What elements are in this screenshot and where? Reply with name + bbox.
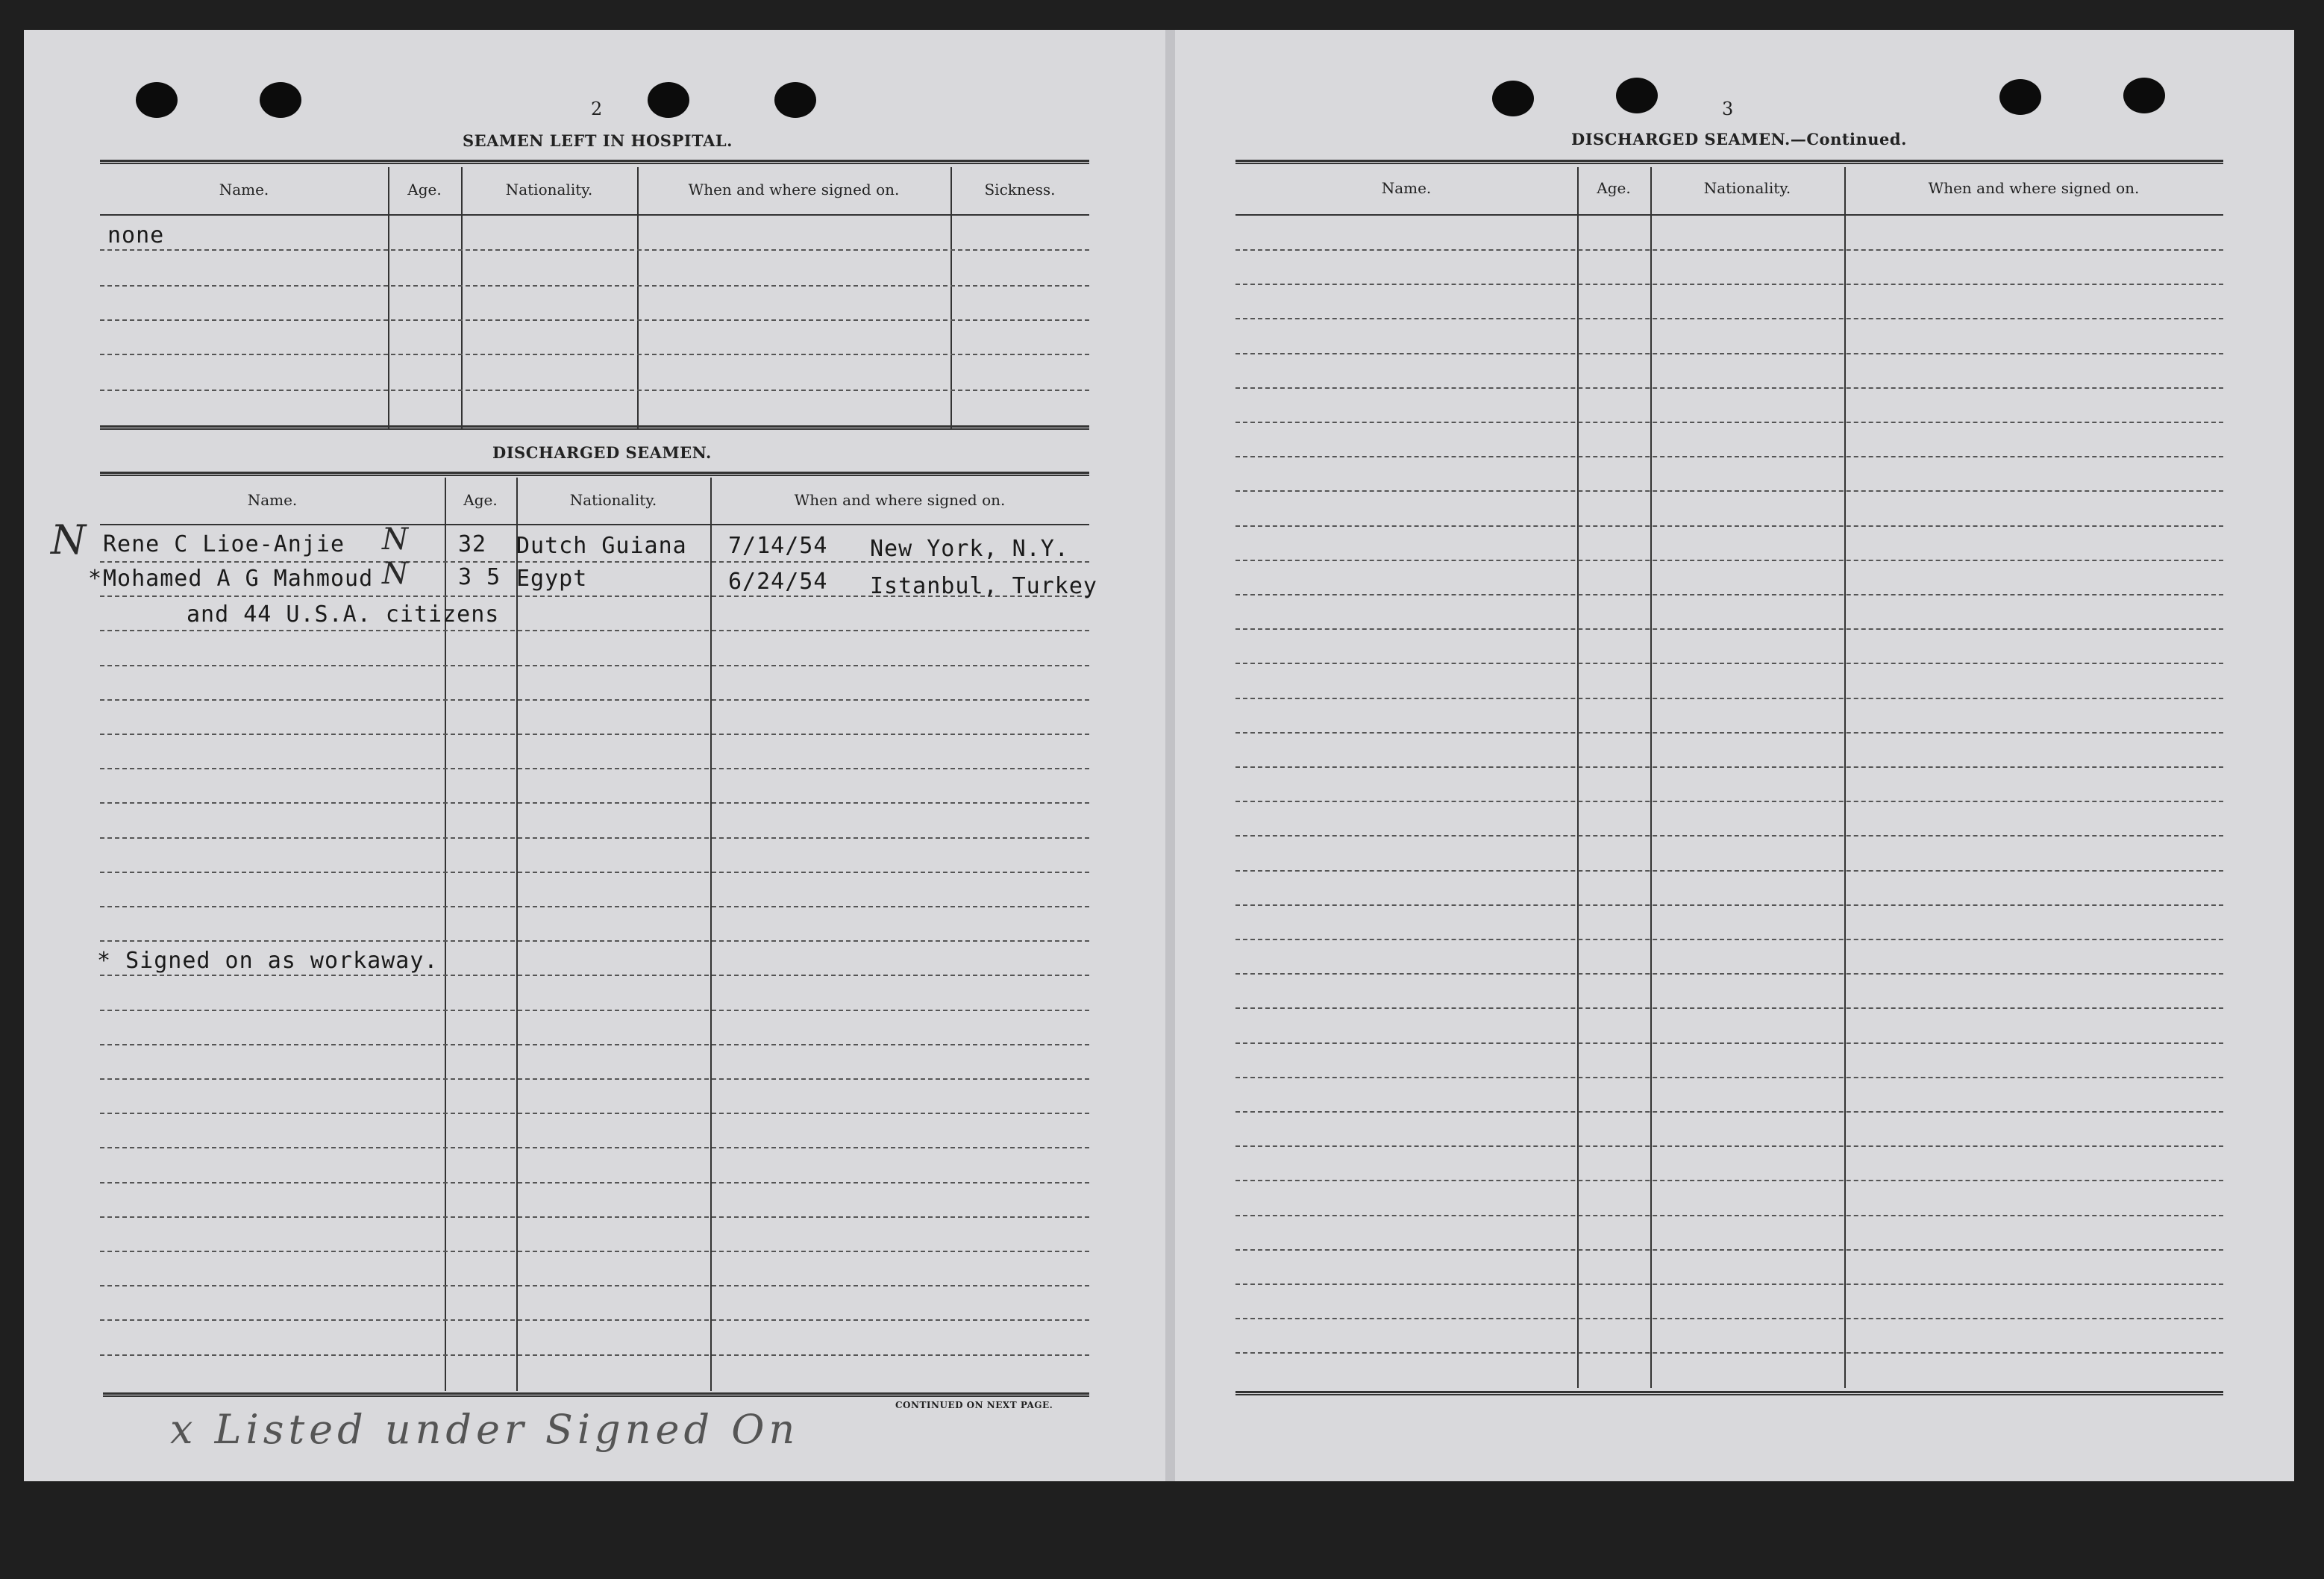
hospital-top-rule (100, 160, 1089, 164)
row-2-place: Istanbul, Turkey (870, 573, 1097, 599)
row-2-nationality: Egypt (516, 566, 588, 592)
ruled-row-line (1235, 560, 2223, 561)
hospital-header-name: Name. (219, 181, 269, 198)
row-1-name: Rene C Lioe-Anjie (103, 531, 345, 557)
row-2-age: 3 5 (458, 564, 501, 590)
ruled-row-line (1235, 1111, 2223, 1113)
ruled-row-line (100, 837, 1089, 839)
hospital-section-title: SEAMEN LEFT IN HOSPITAL. (463, 131, 733, 150)
punch-hole (1616, 78, 1658, 113)
hospital-header-age: Age. (407, 181, 442, 198)
ruled-row-line (100, 1113, 1089, 1114)
right-header-age: Age. (1597, 179, 1631, 197)
row-2-mark: * (88, 566, 103, 592)
ruled-row-line (1235, 870, 2223, 872)
ruled-row-line (1235, 1042, 2223, 1044)
ruled-row-line (1235, 422, 2223, 423)
punch-hole (1999, 79, 2041, 115)
right-title-suffix: —Continued. (1790, 130, 1907, 148)
ruled-row-line (100, 1044, 1089, 1045)
discharged-top-rule (100, 472, 1089, 476)
ruled-row-line (1235, 594, 2223, 595)
discharged-col-divider (516, 478, 518, 1391)
right-col-divider (1577, 167, 1579, 1388)
right-top-rule (1235, 160, 2223, 164)
punch-hole (136, 82, 178, 118)
page-fold (1165, 30, 1175, 1481)
right-col-divider (1650, 167, 1652, 1388)
ruled-row-line (1235, 939, 2223, 940)
row-2-date: 6/24/54 (728, 569, 828, 595)
hospital-row-line (100, 285, 1089, 287)
ruled-row-line (100, 1216, 1089, 1218)
discharged-section-title: DISCHARGED SEAMEN. (492, 443, 712, 462)
ruled-row-line (1235, 1180, 2223, 1181)
ruled-row-line (1235, 249, 2223, 251)
right-title-main: DISCHARGED SEAMEN. (1571, 130, 1791, 148)
row-1-mark: N (382, 522, 408, 557)
ruled-row-line (100, 1354, 1089, 1356)
ruled-row-line (1235, 904, 2223, 906)
ruled-row-line (1235, 456, 2223, 457)
ruled-row-line (1235, 525, 2223, 527)
ruled-row-line (1235, 732, 2223, 734)
hospital-row-line (100, 354, 1089, 355)
ruled-row-line (1235, 698, 2223, 699)
hospital-header-rule (100, 214, 1089, 216)
ruled-row-line (1235, 284, 2223, 285)
hospital-header-nationality: Nationality. (505, 181, 593, 198)
hospital-entry-none: none (107, 222, 165, 248)
ruled-row-line (1235, 1283, 2223, 1285)
right-header-name: Name. (1381, 179, 1432, 197)
ruled-row-line (100, 940, 1089, 942)
ruled-row-line (100, 1285, 1089, 1286)
punch-hole (774, 82, 816, 118)
right-page (1175, 30, 2294, 1481)
punch-hole (2123, 78, 2165, 113)
discharged-header-rule (100, 524, 1089, 525)
punch-hole (1492, 81, 1534, 116)
ruled-row-line (100, 906, 1089, 907)
ruled-row-line (1235, 663, 2223, 664)
discharged-header-age: Age. (463, 491, 498, 509)
ruled-row-line (1235, 1145, 2223, 1147)
right-header-rule (1235, 214, 2223, 216)
ruled-row-line (1235, 835, 2223, 837)
hospital-bottom-rule (100, 425, 1089, 430)
ruled-row-line (1235, 766, 2223, 768)
hospital-header-sickness: Sickness. (984, 181, 1056, 198)
ruled-row-line (100, 802, 1089, 804)
ruled-row-line (1235, 1215, 2223, 1216)
ruled-row-line (1235, 387, 2223, 389)
ruled-row-line (100, 975, 1089, 976)
row-1-date: 7/14/54 (728, 533, 828, 559)
ruled-row-line (100, 1182, 1089, 1184)
ruled-row-line (1235, 1077, 2223, 1078)
discharged-header-name: Name. (247, 491, 298, 509)
ruled-row-line (1235, 801, 2223, 802)
ruled-row-line (100, 768, 1089, 769)
ruled-row-line (100, 1078, 1089, 1080)
page-number: 3 (1722, 99, 1734, 119)
page-number: 2 (591, 99, 603, 119)
punch-hole (260, 82, 301, 118)
handwritten-mark: N (51, 516, 87, 563)
ruled-row-line (100, 734, 1089, 735)
discharged-header-signed-on: When and where signed on. (794, 491, 1006, 509)
row-2-handwritten-mark: N (382, 557, 408, 591)
right-col-divider (1844, 167, 1846, 1388)
discharged-bottom-rule (103, 1392, 1089, 1397)
right-section-title (1571, 130, 1907, 148)
ruled-row-line (1235, 1007, 2223, 1009)
ruled-row-line (100, 665, 1089, 666)
hospital-row-line (100, 319, 1089, 321)
ruled-row-line (1235, 1249, 2223, 1251)
continued-note: CONTINUED ON NEXT PAGE. (895, 1400, 1053, 1410)
right-header-nationality: Nationality. (1703, 179, 1791, 197)
ruled-row-line (1235, 490, 2223, 492)
row-2-name: Mohamed A G Mahmoud (103, 566, 374, 592)
ruled-row-line (100, 1147, 1089, 1148)
row-1-nationality: Dutch Guiana (516, 533, 687, 559)
ruled-row-line (1235, 1352, 2223, 1354)
ruled-row-line (100, 699, 1089, 701)
row-1-age: 32 (458, 531, 487, 557)
ruled-row-line (100, 872, 1089, 873)
ruled-row-line (100, 1010, 1089, 1011)
discharged-header-nationality: Nationality. (569, 491, 657, 509)
us-citizens-line: and 44 U.S.A. citizens (187, 601, 500, 628)
left-page (24, 30, 1165, 1481)
ruled-row-line (1235, 353, 2223, 354)
hospital-header-signed-on: When and where signed on. (688, 181, 900, 198)
hospital-row-line (100, 249, 1089, 251)
ruled-row-line (1235, 973, 2223, 975)
ruled-row-line (1235, 1318, 2223, 1319)
handwritten-note: x Listed under Signed On (170, 1406, 800, 1453)
row-1-place: New York, N.Y. (870, 536, 1069, 562)
hospital-row-line (100, 390, 1089, 391)
right-header-signed-on: When and where signed on. (1928, 179, 2140, 197)
ruled-row-line (1235, 628, 2223, 630)
ruled-row-line (1235, 318, 2223, 319)
workaway-footnote: * Signed on as workaway. (97, 948, 439, 974)
discharged-col-divider (710, 478, 712, 1391)
ruled-row-line (100, 1319, 1089, 1321)
punch-hole (648, 82, 689, 118)
ruled-row-line (100, 1251, 1089, 1252)
right-bottom-rule (1235, 1391, 2223, 1395)
ruled-row-line (100, 630, 1089, 631)
